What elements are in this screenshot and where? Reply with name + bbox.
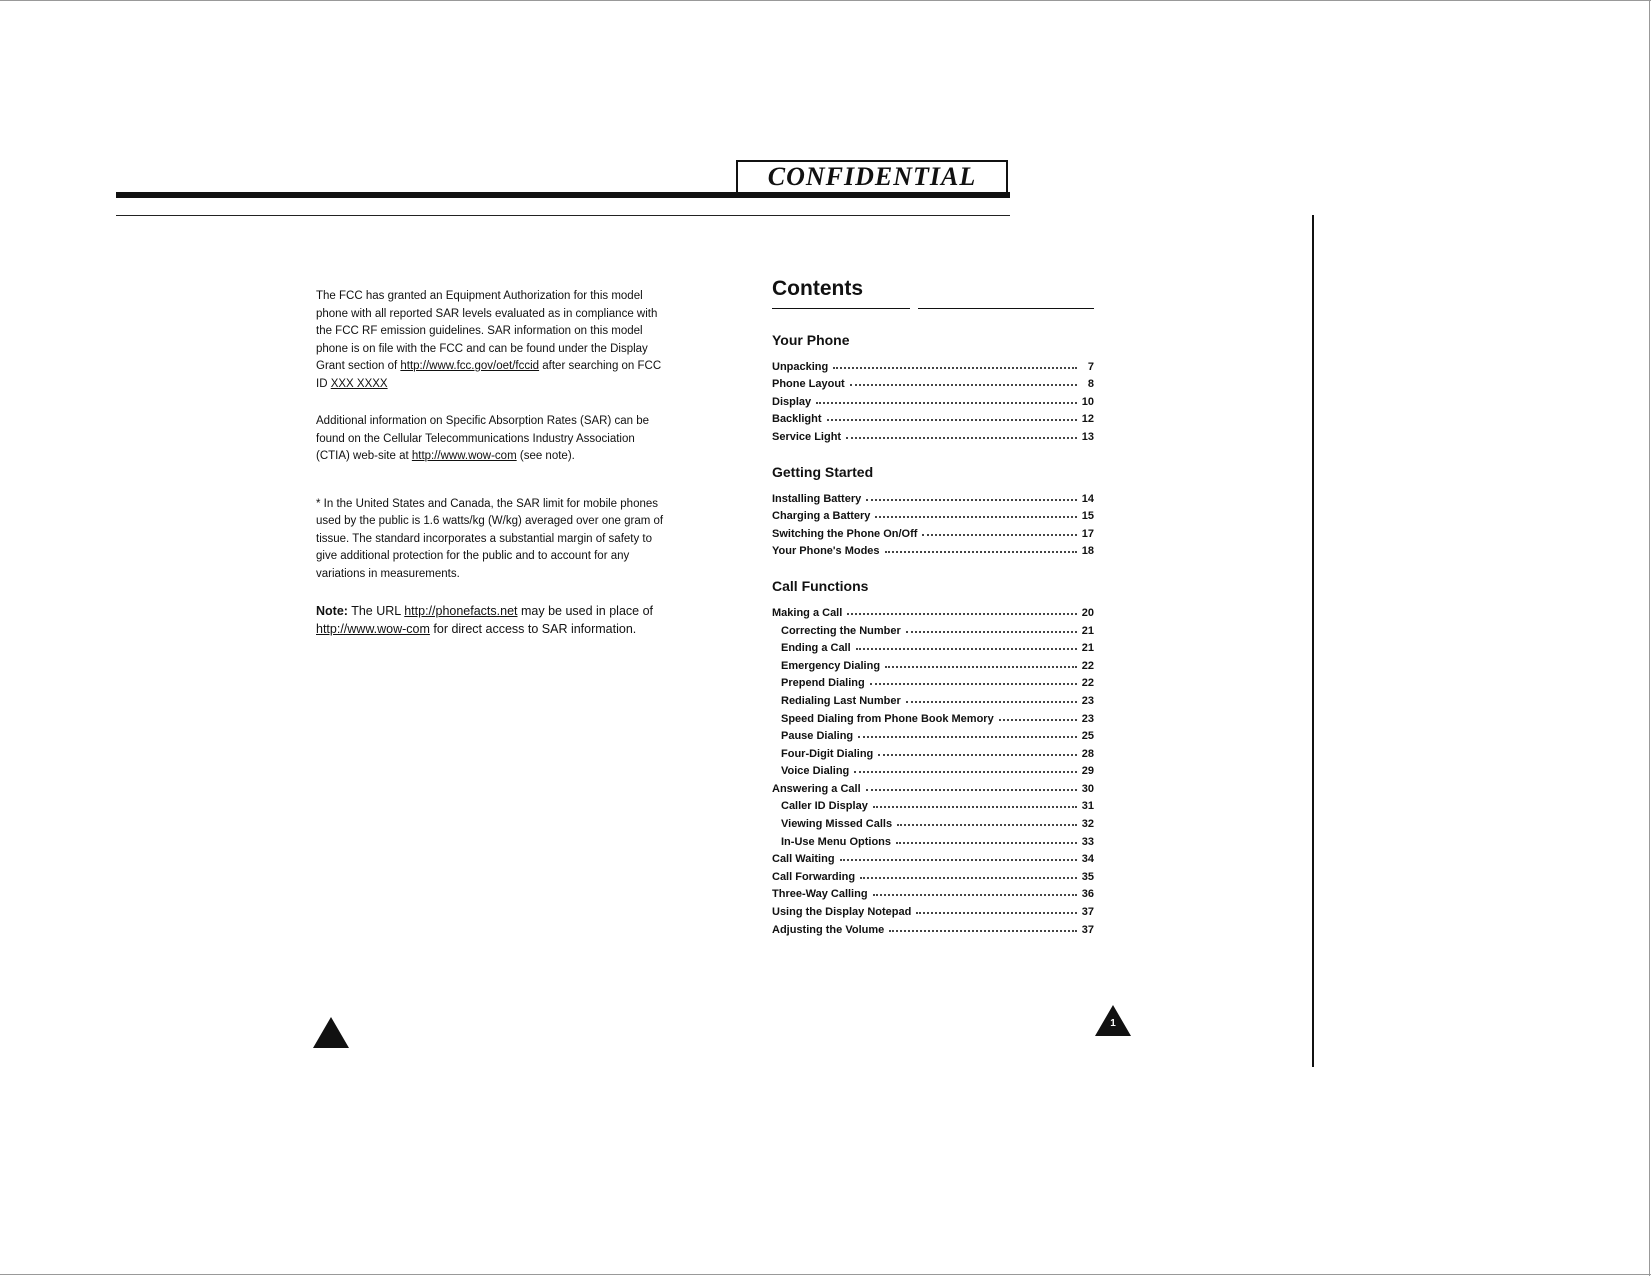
toc-dot-leader bbox=[885, 666, 1077, 668]
toc-entry-page: 35 bbox=[1081, 870, 1094, 883]
toc-entry-label: Prepend Dialing bbox=[781, 677, 865, 690]
toc-entry[interactable] bbox=[772, 865, 1094, 883]
toc-section-title: Your Phone bbox=[772, 332, 850, 348]
toc-entry-page: 34 bbox=[1081, 853, 1094, 866]
toc-dot-leader bbox=[916, 912, 1076, 914]
toc-entry-page: 8 bbox=[1087, 378, 1094, 391]
toc-entry[interactable] bbox=[772, 830, 1094, 848]
confidential-stamp: CONFIDENTIAL bbox=[736, 160, 1008, 192]
toc-entry[interactable] bbox=[772, 373, 1094, 391]
toc-dot-leader bbox=[858, 736, 1077, 738]
note-paragraph: Note: The URL http://phonefacts.net may be used in place of http://www.wow-com for direct access to SAR information. bbox=[316, 604, 654, 636]
toc-entry-label: Phone Layout bbox=[772, 378, 845, 391]
toc-entry-label: Pause Dialing bbox=[781, 730, 854, 743]
toc-entry-page: 22 bbox=[1081, 659, 1094, 672]
toc-entry-page: 29 bbox=[1081, 765, 1094, 778]
toc-dot-leader bbox=[850, 384, 1077, 386]
page-frame-top bbox=[0, 0, 1651, 1]
toc-dot-leader bbox=[873, 806, 1077, 808]
toc-dot-leader bbox=[873, 894, 1077, 896]
toc-entry-label: Unpacking bbox=[772, 360, 829, 373]
toc-entry[interactable] bbox=[772, 425, 1094, 443]
toc-dot-leader bbox=[897, 824, 1077, 826]
contents-title: Contents bbox=[772, 277, 863, 300]
toc-entry-label: Your Phone's Modes bbox=[772, 545, 880, 558]
wow-com-link[interactable]: http://www.wow-com bbox=[316, 621, 430, 636]
toc-entry-label: Ending a Call bbox=[781, 642, 851, 655]
toc-entry-label: Voice Dialing bbox=[781, 765, 850, 778]
toc-entry-page: 36 bbox=[1081, 888, 1094, 901]
toc-dot-leader bbox=[870, 683, 1077, 685]
toc-section-title: Getting Started bbox=[772, 463, 874, 480]
toc-entry[interactable] bbox=[772, 408, 1094, 426]
toc-entry[interactable] bbox=[772, 812, 1094, 830]
toc-entry-label: Making a Call bbox=[772, 606, 843, 619]
toc-dot-leader bbox=[833, 367, 1077, 369]
toc-entry[interactable] bbox=[772, 654, 1094, 672]
toc-dot-leader bbox=[846, 437, 1077, 439]
header-rule-thick bbox=[116, 192, 1010, 198]
toc-dot-leader bbox=[906, 631, 1077, 633]
sar-info-column bbox=[316, 288, 666, 658]
toc-dot-leader bbox=[878, 754, 1076, 756]
toc-entry-label: Four-Digit Dialing bbox=[781, 747, 874, 760]
toc-entry-label: Call Waiting bbox=[772, 853, 835, 866]
toc-entry-page: 28 bbox=[1081, 747, 1094, 760]
toc-entry[interactable] bbox=[772, 883, 1094, 901]
toc-dot-leader bbox=[840, 859, 1077, 861]
page-number: 1 bbox=[1110, 1018, 1116, 1029]
toc-dot-leader bbox=[866, 789, 1077, 791]
toc-entry-label: Correcting the Number bbox=[781, 624, 901, 637]
toc-dot-leader bbox=[896, 842, 1077, 844]
toc-entry[interactable] bbox=[772, 672, 1094, 690]
toc-entry[interactable] bbox=[772, 487, 1094, 505]
toc-entry[interactable] bbox=[772, 918, 1094, 936]
toc-entry-label: Speed Dialing from Phone Book Memory bbox=[781, 712, 994, 725]
page-marker-right-icon bbox=[1095, 1005, 1131, 1036]
toc-entry-label: Service Light bbox=[772, 430, 842, 443]
toc-entry-label: Viewing Missed Calls bbox=[781, 818, 893, 831]
toc-entry-page: 25 bbox=[1081, 730, 1094, 743]
toc-dot-leader bbox=[906, 701, 1077, 703]
toc-entry-label: Backlight bbox=[772, 413, 822, 426]
toc-entry[interactable] bbox=[772, 619, 1094, 637]
page-marker-left-icon bbox=[313, 1017, 349, 1048]
toc-entry-page: 31 bbox=[1081, 800, 1094, 813]
toc-dot-leader bbox=[816, 402, 1077, 404]
toc-dot-leader bbox=[847, 613, 1076, 615]
toc-dot-leader bbox=[999, 719, 1077, 721]
ctia-paragraph: Additional information on Specific Absorption Rates (SAR) can be found on the Cellular Telecommunications Industry Association (CTIA) web-site at http://www.wow-com (see note). bbox=[316, 415, 650, 462]
toc-entry[interactable] bbox=[772, 707, 1094, 725]
table-of-contents bbox=[772, 331, 1094, 936]
toc-entry[interactable] bbox=[772, 689, 1094, 707]
toc-entry-page: 14 bbox=[1081, 492, 1094, 505]
toc-entry-label: Using the Display Notepad bbox=[772, 906, 912, 919]
toc-entry[interactable] bbox=[772, 795, 1094, 813]
toc-entry-label: Redialing Last Number bbox=[781, 694, 901, 707]
phonefacts-link[interactable]: http://phonefacts.net bbox=[404, 604, 518, 618]
toc-entry-label: Answering a Call bbox=[772, 782, 861, 795]
toc-dot-leader bbox=[922, 534, 1076, 536]
toc-entry[interactable] bbox=[772, 742, 1094, 760]
ctia-link[interactable]: http://www.wow-com bbox=[411, 450, 517, 462]
toc-entry-page: 17 bbox=[1081, 527, 1094, 540]
toc-entry[interactable] bbox=[772, 390, 1094, 408]
toc-dot-leader bbox=[875, 516, 1076, 518]
fcc-id: XXX XXXX bbox=[330, 377, 388, 390]
toc-entry-page: 18 bbox=[1081, 545, 1094, 558]
toc-entry-page: 13 bbox=[1081, 430, 1094, 443]
toc-entry-page: 37 bbox=[1081, 923, 1094, 936]
sar-footnote: * In the United States and Canada, the SAR limit for mobile phones used by the public is 1.6 watts/kg (W/kg) averaged over one gram of tissue. The standard incorporates a substantial margin of safety to give additional protection for the public and to account for any variations in measurements. bbox=[316, 497, 664, 580]
toc-entry-page: 21 bbox=[1081, 642, 1094, 655]
toc-entry-page: 12 bbox=[1081, 413, 1094, 426]
toc-entry-page: 20 bbox=[1081, 606, 1094, 619]
toc-entry-page: 21 bbox=[1081, 624, 1094, 637]
toc-entry[interactable] bbox=[772, 540, 1094, 558]
toc-entry[interactable] bbox=[772, 725, 1094, 743]
toc-entry[interactable] bbox=[772, 760, 1094, 778]
toc-entry[interactable] bbox=[772, 355, 1094, 373]
toc-entry-page: 37 bbox=[1081, 906, 1094, 919]
toc-section bbox=[772, 577, 1094, 935]
toc-dot-leader bbox=[866, 499, 1077, 501]
toc-entry[interactable] bbox=[772, 505, 1094, 523]
toc-entry-page: 33 bbox=[1081, 835, 1094, 848]
toc-entry-page: 23 bbox=[1081, 694, 1094, 707]
page-frame-right bbox=[1649, 0, 1650, 1276]
toc-entry[interactable] bbox=[772, 637, 1094, 655]
toc-entry[interactable] bbox=[772, 601, 1094, 619]
toc-section bbox=[772, 331, 1094, 443]
toc-entry-page: 23 bbox=[1081, 712, 1094, 725]
toc-dot-leader bbox=[856, 648, 1077, 650]
toc-dot-leader bbox=[860, 877, 1077, 879]
toc-dot-leader bbox=[827, 419, 1077, 421]
toc-dot-leader bbox=[885, 551, 1077, 553]
toc-section-title: Call Functions bbox=[772, 578, 869, 595]
page-frame-bottom bbox=[0, 1274, 1651, 1275]
note-label: Note: bbox=[316, 604, 348, 618]
toc-entry-label: Adjusting the Volume bbox=[772, 923, 885, 936]
toc-entry-page: 32 bbox=[1081, 818, 1094, 831]
contents-column bbox=[772, 276, 1094, 956]
toc-entry-label: Call Forwarding bbox=[772, 870, 856, 883]
toc-entry-page: 15 bbox=[1081, 510, 1094, 523]
toc-section bbox=[772, 463, 1094, 557]
toc-entry[interactable] bbox=[772, 900, 1094, 918]
toc-entry-page: 7 bbox=[1087, 360, 1094, 373]
toc-entry-label: Installing Battery bbox=[772, 492, 862, 505]
page-divider bbox=[1312, 215, 1314, 1067]
fcc-link[interactable]: http://www.fcc.gov/oet/fccid bbox=[400, 360, 540, 372]
toc-entry-page: 10 bbox=[1081, 395, 1094, 408]
toc-entry-label: Display bbox=[772, 395, 812, 408]
toc-entry-label: Three-Way Calling bbox=[772, 888, 868, 901]
header-rule-thin bbox=[116, 215, 1010, 216]
toc-entry[interactable] bbox=[772, 777, 1094, 795]
toc-entry-label: In-Use Menu Options bbox=[781, 835, 891, 848]
toc-dot-leader bbox=[889, 930, 1077, 932]
contents-title-rule bbox=[772, 308, 1094, 309]
toc-entry[interactable] bbox=[772, 848, 1094, 866]
toc-entry-label: Switching the Phone On/Off bbox=[772, 527, 918, 540]
toc-entry-page: 22 bbox=[1081, 677, 1094, 690]
toc-entry-page: 30 bbox=[1081, 782, 1094, 795]
toc-entry-label: Caller ID Display bbox=[781, 800, 868, 813]
toc-entry-label: Charging a Battery bbox=[772, 510, 871, 523]
toc-dot-leader bbox=[854, 771, 1076, 773]
toc-entry[interactable] bbox=[772, 522, 1094, 540]
toc-entry-label: Emergency Dialing bbox=[781, 659, 881, 672]
fcc-paragraph: The FCC has granted an Equipment Authorization for this model phone with all reported SAR levels evaluated as in compliance with the FCC RF emission guidelines. SAR information on this model phone is on file with the FCC and can be found under the Display Grant section of http://www.fcc.gov/oet/fccid after searching on FCC ID XXX XXXX bbox=[316, 290, 662, 390]
